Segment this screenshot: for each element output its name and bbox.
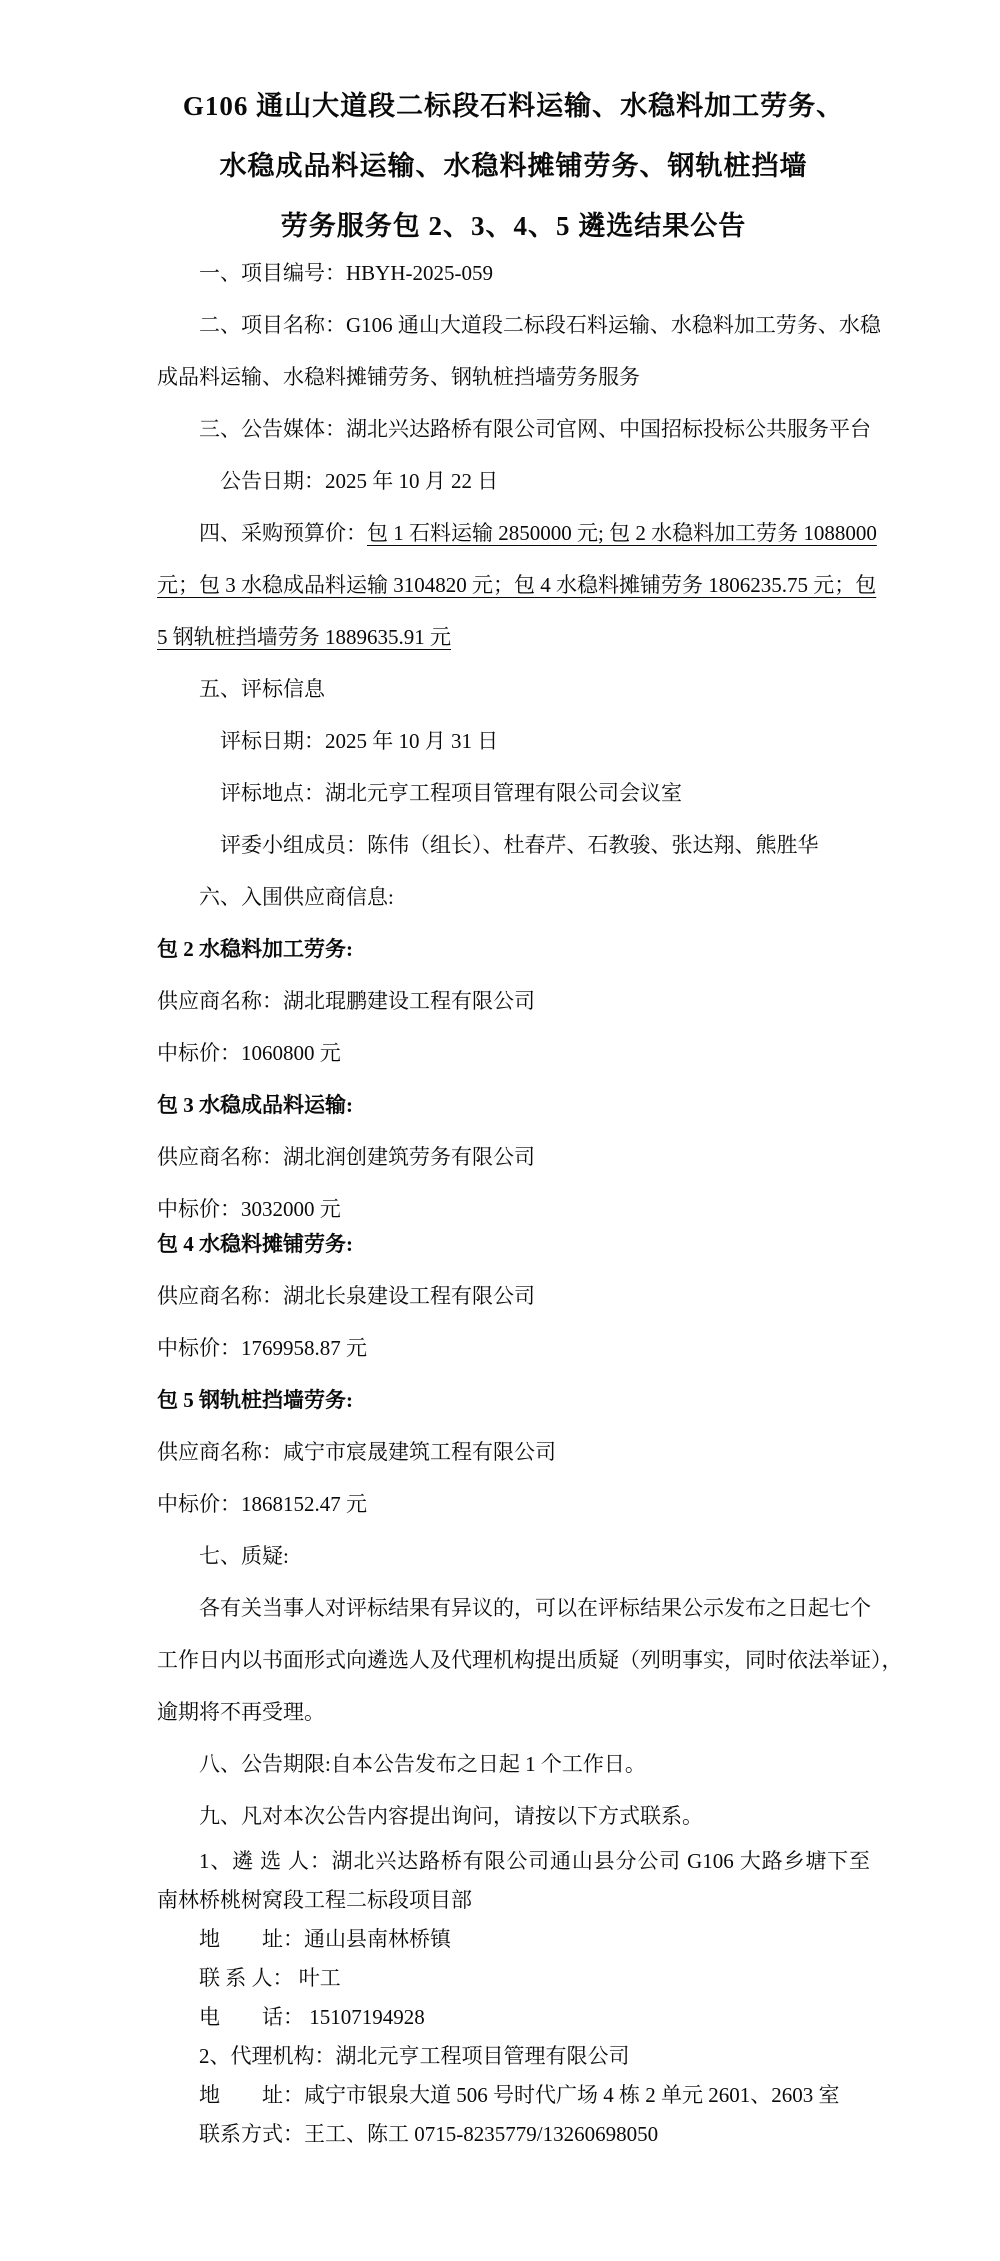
agency-contact: 联系方式：王工、陈工 0715-8235779/13260698050	[199, 2122, 659, 2146]
package-2-price: 中标价：1060800 元	[157, 1041, 341, 1065]
package-2-supplier: 供应商名称：湖北琨鹏建设工程有限公司	[157, 989, 535, 1013]
objection-para-line-1: 各有关当事人对评标结果有异议的，可以在评标结果公示发布之日起七个	[199, 1596, 871, 1620]
title-line-1: G106 通山大道段二标段石料运输、水稳料加工劳务、	[182, 91, 845, 121]
package-3-heading: 包 3 水稳成品料运输:	[157, 1093, 353, 1117]
package-4-heading: 包 4 水稳料摊铺劳务:	[157, 1232, 353, 1256]
budget-underlined-3: 5 钢轨桩挡墙劳务 1889635.91 元	[157, 625, 451, 649]
title-line-2: 水稳成品料运输、水稳料摊铺劳务、钢轨桩挡墙	[219, 151, 808, 181]
budget-underlined-1: 包 1 石料运输 2850000 元; 包 2 水稳料加工劳务 1088000	[367, 521, 877, 545]
inquiry-intro: 九、凡对本次公告内容提出询问，请按以下方式联系。	[199, 1804, 703, 1828]
budget-underlined-2: 元；包 3 水稳成品料运输 3104820 元；包 4 水稳料摊铺劳务 1806235.75 元；包	[157, 573, 877, 597]
agency-name: 2、代理机构：湖北元亨工程项目管理有限公司	[199, 2044, 630, 2068]
document-title	[157, 76, 870, 256]
budget-line-3	[157, 611, 870, 663]
budget-line-1	[157, 507, 877, 559]
package-5-supplier: 供应商名称：咸宁市宸晟建筑工程有限公司	[157, 1440, 556, 1464]
package-3-supplier: 供应商名称：湖北润创建筑劳务有限公司	[157, 1145, 535, 1169]
objection-para-line-3: 逾期将不再受理。	[157, 1700, 325, 1724]
project-number: 一、项目编号：HBYH-2025-059	[199, 261, 493, 285]
selector-address: 地 址：通山县南林桥镇	[199, 1927, 451, 1951]
evaluation-heading: 五、评标信息	[199, 677, 325, 701]
selector-line-1: 1、遴 选 人：湖北兴达路桥有限公司通山县分公司 G106 大路乡塘下至	[199, 1849, 870, 1873]
notice-period: 八、公告期限:自本公告发布之日起 1 个工作日。	[199, 1752, 646, 1776]
objection-heading: 七、质疑:	[199, 1544, 289, 1568]
package-3-price: 中标价：3032000 元	[157, 1197, 341, 1221]
contact-section	[157, 1842, 870, 2154]
project-name-line-2: 成品料运输、水稳料摊铺劳务、钢轨桩挡墙劳务服务	[157, 365, 640, 389]
selector-contact-person: 联 系 人： 叶工	[199, 1966, 341, 1990]
document-body	[157, 247, 903, 1842]
selector-line-2: 南林桥桃树窝段工程二标段项目部	[157, 1888, 472, 1912]
objection-para-line-2: 工作日内以书面形式向遴选人及代理机构提出质疑（列明事实，同时依法举证），	[157, 1648, 903, 1672]
announcement-media: 三、公告媒体：湖北兴达路桥有限公司官网、中国招标投标公共服务平台	[199, 417, 871, 441]
budget-line-2	[157, 559, 877, 611]
selector-phone: 电 话： 15107194928	[199, 2005, 425, 2029]
project-name-line-1: 二、项目名称：G106 通山大道段二标段石料运输、水稳料加工劳务、水稳	[199, 313, 881, 337]
package-4-price: 中标价：1769958.87 元	[157, 1336, 367, 1360]
evaluation-panel: 评委小组成员：陈伟（组长）、杜春芹、石教骏、张达翔、熊胜华	[220, 833, 819, 857]
budget-label: 四、采购预算价：	[199, 521, 367, 545]
package-5-heading: 包 5 钢轨桩挡墙劳务:	[157, 1388, 353, 1412]
package-4-supplier: 供应商名称：湖北长泉建设工程有限公司	[157, 1284, 535, 1308]
evaluation-place: 评标地点：湖北元亨工程项目管理有限公司会议室	[220, 781, 682, 805]
package-2-heading: 包 2 水稳料加工劳务:	[157, 937, 353, 961]
announcement-date: 公告日期：2025 年 10 月 22 日	[220, 469, 499, 493]
title-line-3: 劳务服务包 2、3、4、5 遴选结果公告	[280, 211, 747, 241]
shortlist-heading: 六、入围供应商信息:	[199, 885, 394, 909]
package-5-price: 中标价：1868152.47 元	[157, 1492, 367, 1516]
agency-address: 地 址：咸宁市银泉大道 506 号时代广场 4 栋 2 单元 2601、2603 室	[199, 2083, 840, 2107]
evaluation-date: 评标日期：2025 年 10 月 31 日	[220, 729, 499, 753]
